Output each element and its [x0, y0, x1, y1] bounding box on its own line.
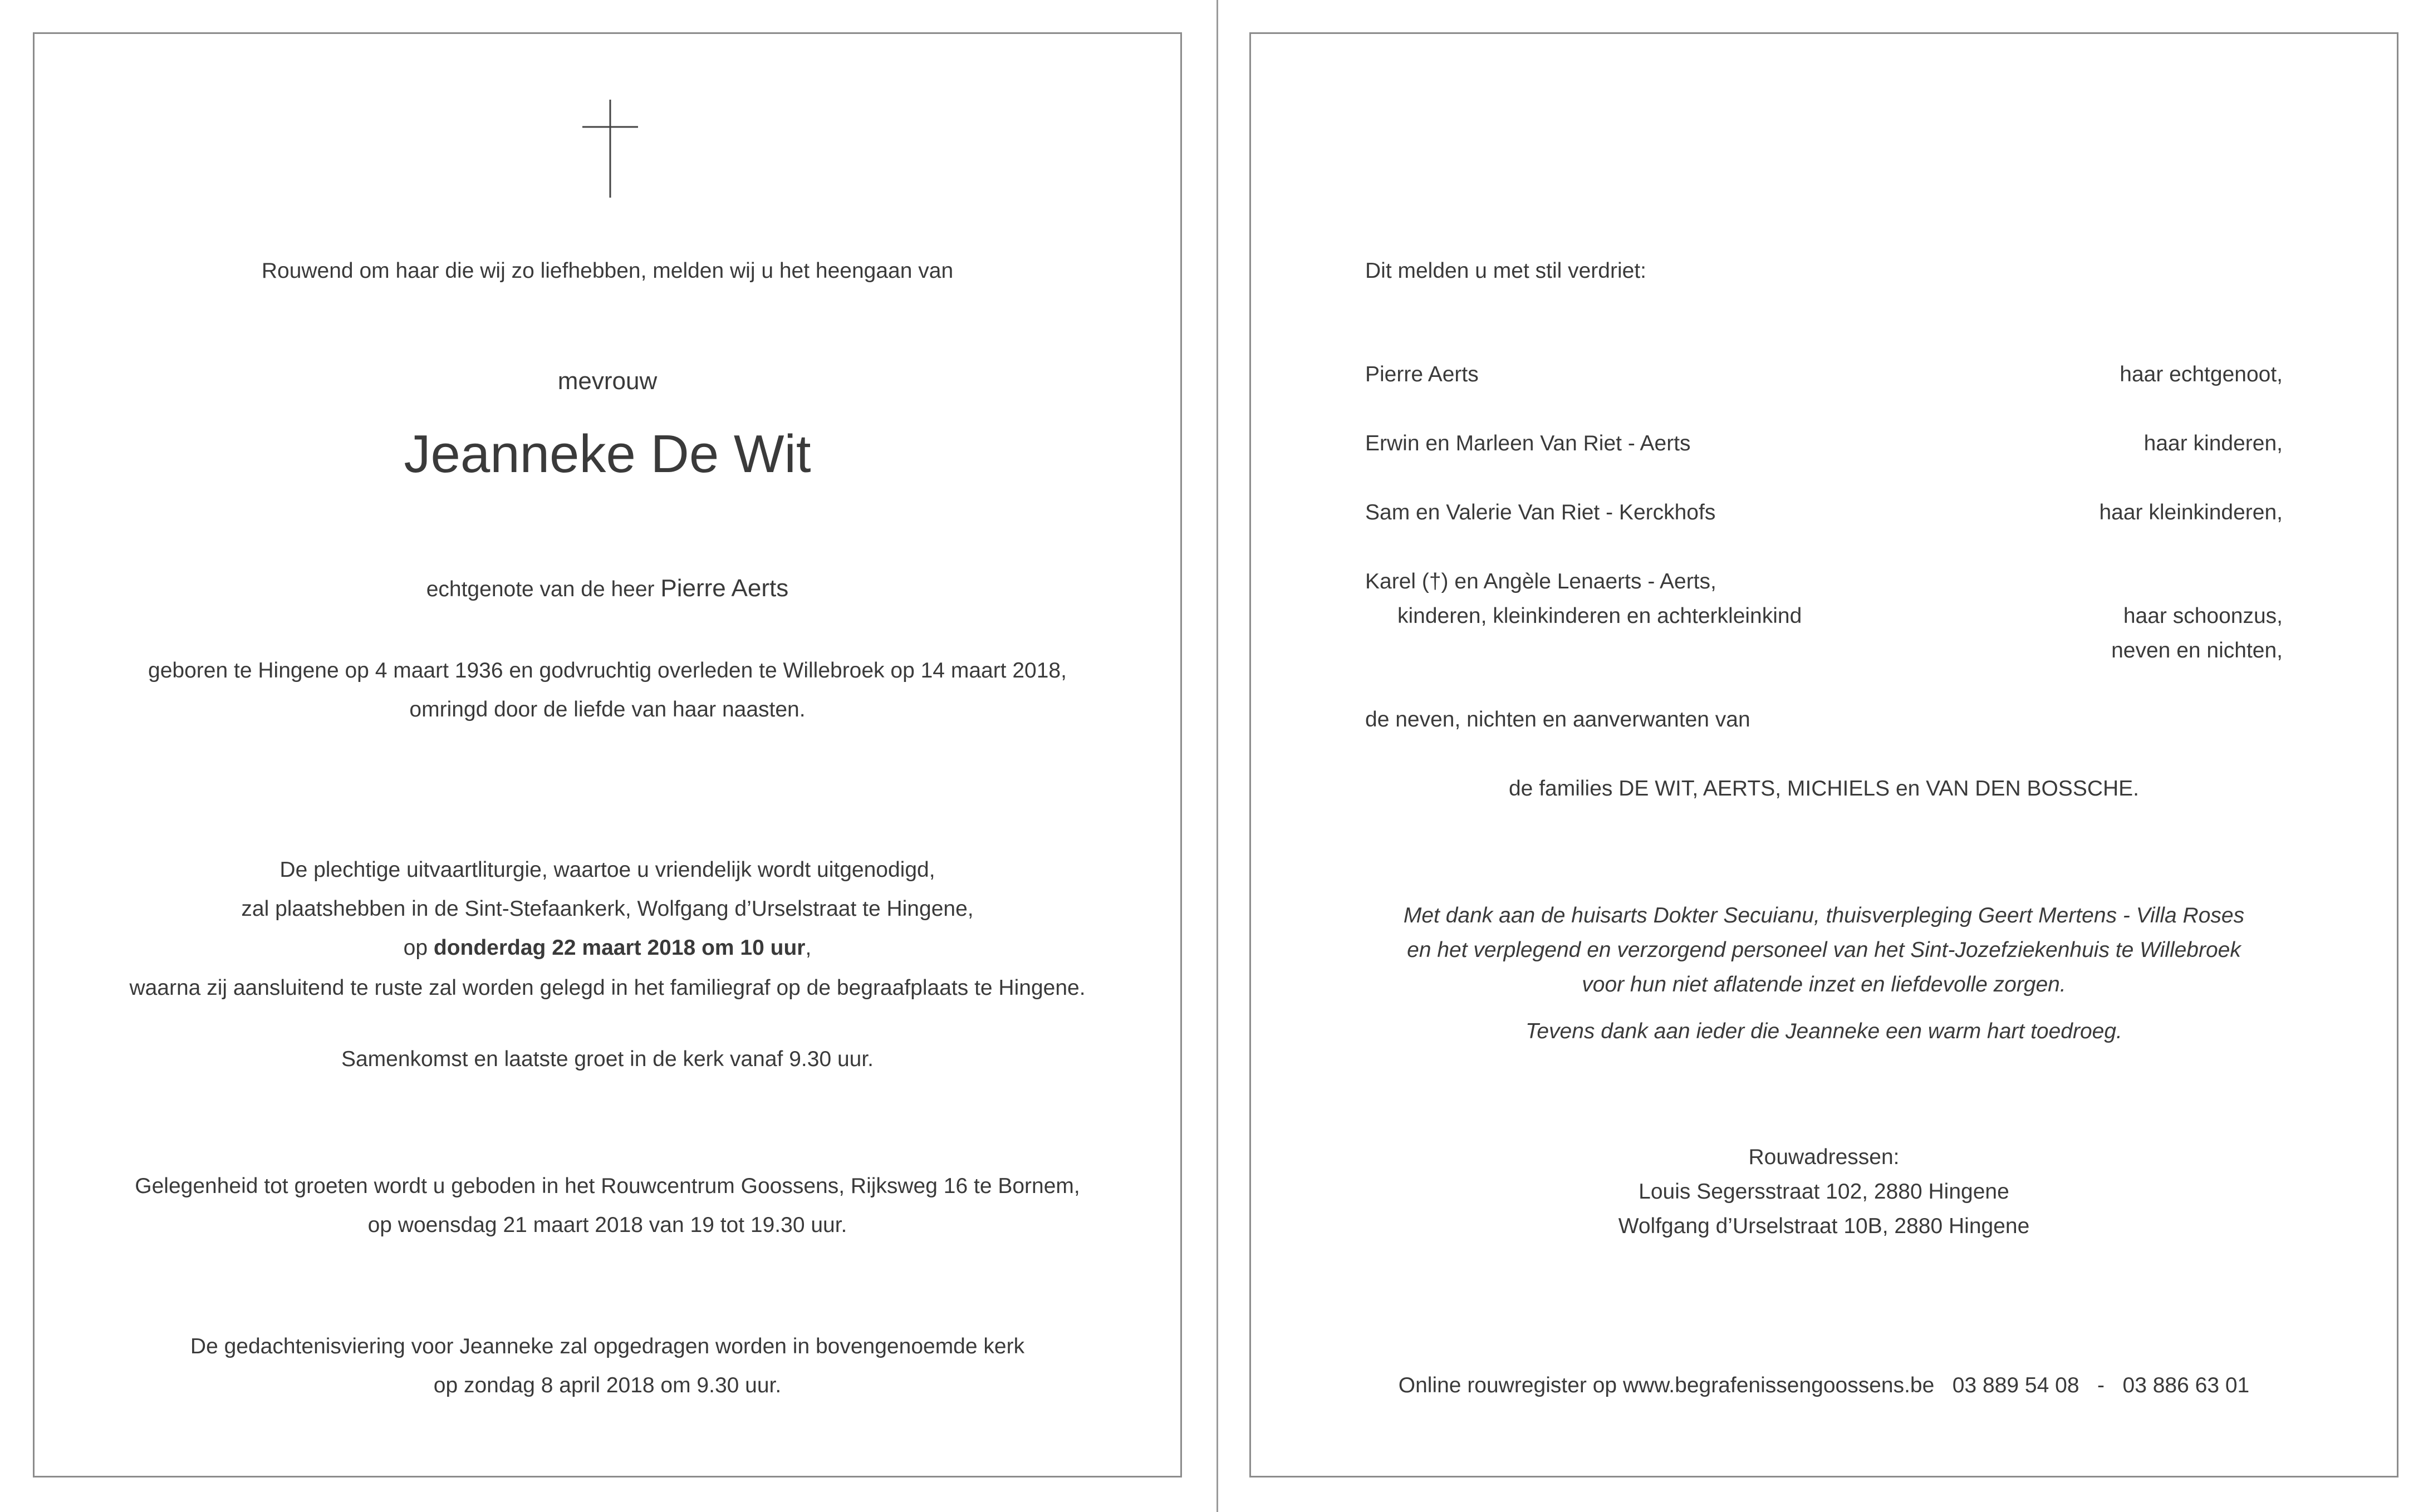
family-name: Erwin en Marleen Van Riet - Aerts	[1365, 431, 1691, 455]
online-register-footer: Online rouwregister op www.begrafenissengoossens.be 03 889 54 08 - 03 886 63 01	[1398, 1373, 2250, 1397]
funeral-line-3	[35, 935, 1180, 961]
birth-line-2: omringd door de liefde van haar naasten.	[409, 698, 806, 721]
memorial-line-2: op zondag 8 april 2018 om 9.30 uur.	[433, 1373, 782, 1397]
thanks-line-4: Tevens dank aan ieder die Jeanneke een warm hart toedroeg.	[1525, 1019, 2122, 1043]
visit-line-2: op woensdag 21 maart 2018 van 19 tot 19.30 uur.	[367, 1213, 847, 1237]
family-name: Sam en Valerie Van Riet - Kerckhofs	[1365, 500, 1716, 524]
thanks-line-1: Met dank aan de huisarts Dokter Secuianu, thuisverpleging Geert Mertens - Villa Roses	[1403, 904, 2245, 927]
family-relation: haar echtgenoot,	[2120, 362, 2283, 386]
relatives-line: de neven, nichten en aanverwanten van	[1365, 708, 1750, 732]
honorific: mevrouw	[557, 367, 658, 395]
families-line: de families DE WIT, AERTS, MICHIELS en VAN DEN BOSSCHE.	[1508, 777, 2140, 801]
funeral-line-4: waarna zij aansluitend te ruste zal worden gelegd in het familiegraf op de begraafplaats te Hingene.	[129, 976, 1086, 1000]
address-title: Rouwadressen:	[1748, 1145, 1900, 1169]
address-2: Wolfgang d’Urselstraat 10B, 2880 Hingene	[1618, 1214, 2030, 1238]
memorial-line-1: De gedachtenisviering voor Jeanneke zal opgedragen worden in bovengenoemde kerk	[190, 1334, 1025, 1358]
deceased-name: Jeanneke De Wit	[404, 424, 811, 484]
visit-line-1: Gelegenheid tot groeten wordt u geboden in het Rouwcentrum Goossens, Rijksweg 16 te Bornem,	[135, 1174, 1080, 1198]
family-relation: haar kinderen,	[2143, 431, 2283, 455]
family-relation: haar schoonzus,	[2123, 604, 2283, 628]
address-1: Louis Segersstraat 102, 2880 Hingene	[1639, 1180, 2009, 1204]
family-relation-continued: neven en nichten,	[2111, 639, 2283, 662]
cross-icon	[582, 100, 638, 200]
thanks-line-3: voor hun niet aflatende inzet en liefdevolle zorgen.	[1582, 973, 2066, 996]
birth-line-1: geboren te Hingene op 4 maart 1936 en godvruchtig overleden te Willebroek op 14 maart 2018,	[148, 659, 1067, 683]
right-page	[1249, 32, 2398, 1477]
gathering-note: Samenkomst en laatste groet in de kerk vanaf 9.30 uur.	[341, 1047, 874, 1071]
family-relation: haar kleinkinderen,	[2099, 500, 2283, 524]
left-page	[33, 32, 1182, 1477]
family-name: Pierre Aerts	[1365, 362, 1479, 386]
funeral-line-1: De plechtige uitvaartliturgie, waartoe u vriendelijk wordt uitgenodigd,	[279, 858, 935, 882]
thanks-line-2: en het verplegend en verzorgend personeel van het Sint-Jozefziekenhuis te Willebroek	[1407, 938, 2241, 962]
sorrow-intro: Dit melden u met stil verdriet:	[1365, 259, 1647, 283]
announcement-intro: Rouwend om haar die wij zo liefhebben, melden wij u het heengaan van	[261, 259, 954, 283]
funeral-date-suffix: ,	[805, 936, 812, 960]
spouse-prefix: echtgenote van de heer	[426, 577, 661, 601]
spouse-name: Pierre Aerts	[660, 575, 789, 602]
family-name: Karel (†) en Angèle Lenaerts - Aerts,	[1365, 570, 1716, 593]
funeral-line-2: zal plaatshebben in de Sint-Stefaankerk, Wolfgang d’Urselstraat te Hingene,	[241, 897, 974, 921]
family-name-continued: kinderen, kleinkinderen en achterkleinkind	[1397, 604, 1802, 628]
funeral-date: donderdag 22 maart 2018 om 10 uur	[433, 936, 806, 960]
center-fold	[1216, 0, 1218, 1512]
spouse-line	[35, 575, 1180, 603]
funeral-date-prefix: op	[403, 936, 434, 960]
